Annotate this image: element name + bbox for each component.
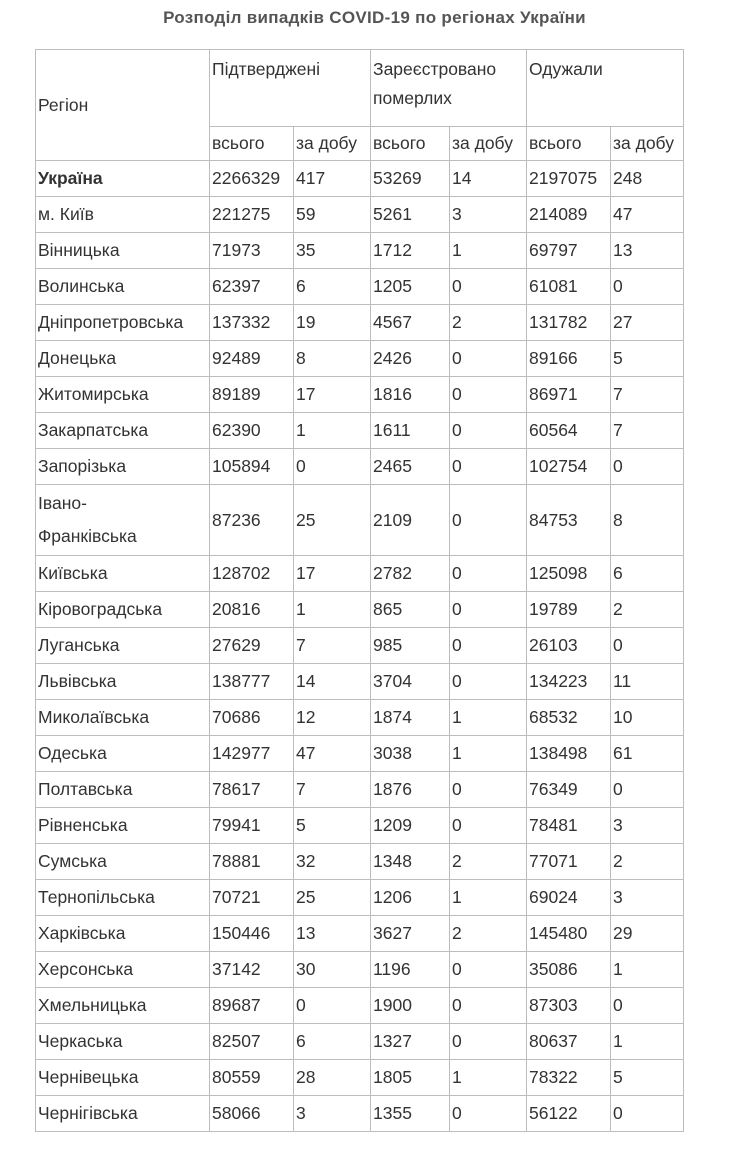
value-cell: 0 (450, 269, 527, 305)
value-cell: 7 (611, 377, 684, 413)
value-cell: 5261 (371, 197, 450, 233)
value-cell: 2197075 (527, 161, 611, 197)
value-cell: 0 (450, 1024, 527, 1060)
value-cell: 1205 (371, 269, 450, 305)
value-cell: 1 (294, 413, 371, 449)
table-row (36, 485, 684, 556)
value-cell: 87303 (527, 988, 611, 1024)
value-cell: 2465 (371, 449, 450, 485)
value-cell: 29 (611, 916, 684, 952)
value-cell: 10 (611, 700, 684, 736)
table-row (36, 808, 684, 844)
value-cell: 71973 (210, 233, 294, 269)
region-name-cell: Полтавська (36, 772, 210, 808)
value-cell: 62390 (210, 413, 294, 449)
value-cell: 61081 (527, 269, 611, 305)
value-cell: 0 (450, 413, 527, 449)
value-cell: 8 (294, 341, 371, 377)
value-cell: 25 (294, 880, 371, 916)
region-name-cell: Херсонська (36, 952, 210, 988)
table-row (36, 736, 684, 772)
value-cell: 1 (450, 233, 527, 269)
value-cell: 0 (450, 628, 527, 664)
region-name-cell: Харківська (36, 916, 210, 952)
value-cell: 0 (450, 377, 527, 413)
value-cell: 2426 (371, 341, 450, 377)
region-name-cell: Сумська (36, 844, 210, 880)
value-cell: 3 (450, 197, 527, 233)
value-cell: 14 (450, 161, 527, 197)
value-cell: 70686 (210, 700, 294, 736)
region-name-cell: Луганська (36, 628, 210, 664)
value-cell: 69024 (527, 880, 611, 916)
table-row (36, 269, 684, 305)
value-cell: 2109 (371, 485, 450, 556)
value-cell: 150446 (210, 916, 294, 952)
value-cell: 7 (611, 413, 684, 449)
value-cell: 12 (294, 700, 371, 736)
subheader-daily: за добу (294, 127, 371, 161)
value-cell: 2782 (371, 556, 450, 592)
region-name-cell: Україна (36, 161, 210, 197)
value-cell: 30 (294, 952, 371, 988)
table-row (36, 233, 684, 269)
table-row (36, 664, 684, 700)
value-cell: 17 (294, 556, 371, 592)
value-cell: 128702 (210, 556, 294, 592)
value-cell: 59 (294, 197, 371, 233)
region-name-cell: Житомирська (36, 377, 210, 413)
table-row (36, 772, 684, 808)
value-cell: 1348 (371, 844, 450, 880)
value-cell: 2 (611, 592, 684, 628)
value-cell: 0 (450, 592, 527, 628)
value-cell: 138498 (527, 736, 611, 772)
value-cell: 1355 (371, 1096, 450, 1132)
value-cell: 1 (611, 952, 684, 988)
value-cell: 3627 (371, 916, 450, 952)
value-cell: 0 (450, 952, 527, 988)
region-name-cell: Кіровоградська (36, 592, 210, 628)
table-row (36, 1060, 684, 1096)
value-cell: 26103 (527, 628, 611, 664)
value-cell: 0 (450, 808, 527, 844)
value-cell: 1327 (371, 1024, 450, 1060)
table-row (36, 556, 684, 592)
value-cell: 3 (294, 1096, 371, 1132)
table-row (36, 377, 684, 413)
value-cell: 105894 (210, 449, 294, 485)
value-cell: 2 (611, 844, 684, 880)
region-name-cell: Чернівецька (36, 1060, 210, 1096)
value-cell: 78881 (210, 844, 294, 880)
value-cell: 2 (450, 916, 527, 952)
value-cell: 214089 (527, 197, 611, 233)
value-cell: 1712 (371, 233, 450, 269)
value-cell: 89687 (210, 988, 294, 1024)
value-cell: 1 (611, 1024, 684, 1060)
value-cell: 61 (611, 736, 684, 772)
value-cell: 20816 (210, 592, 294, 628)
deaths-group-header: Зареєстровано померлих (371, 50, 527, 127)
value-cell: 0 (450, 1096, 527, 1132)
value-cell: 102754 (527, 449, 611, 485)
value-cell: 865 (371, 592, 450, 628)
value-cell: 89166 (527, 341, 611, 377)
value-cell: 0 (450, 556, 527, 592)
value-cell: 142977 (210, 736, 294, 772)
value-cell: 80559 (210, 1060, 294, 1096)
value-cell: 417 (294, 161, 371, 197)
value-cell: 56122 (527, 1096, 611, 1132)
value-cell: 78322 (527, 1060, 611, 1096)
value-cell: 17 (294, 377, 371, 413)
value-cell: 86971 (527, 377, 611, 413)
region-name-cell: Закарпатська (36, 413, 210, 449)
value-cell: 35 (294, 233, 371, 269)
value-cell: 1206 (371, 880, 450, 916)
value-cell: 70721 (210, 880, 294, 916)
value-cell: 0 (294, 988, 371, 1024)
table-row (36, 628, 684, 664)
value-cell: 78481 (527, 808, 611, 844)
value-cell: 53269 (371, 161, 450, 197)
value-cell: 131782 (527, 305, 611, 341)
covid-regions-table (35, 49, 684, 1132)
region-name-cell: Волинська (36, 269, 210, 305)
value-cell: 79941 (210, 808, 294, 844)
value-cell: 1 (294, 592, 371, 628)
value-cell: 47 (294, 736, 371, 772)
value-cell: 0 (450, 449, 527, 485)
region-column-header: Регіон (36, 50, 210, 161)
value-cell: 37142 (210, 952, 294, 988)
subheader-total: всього (210, 127, 294, 161)
value-cell: 92489 (210, 341, 294, 377)
value-cell: 35086 (527, 952, 611, 988)
value-cell: 1209 (371, 808, 450, 844)
region-name-cell: Рівненська (36, 808, 210, 844)
value-cell: 137332 (210, 305, 294, 341)
value-cell: 68532 (527, 700, 611, 736)
value-cell: 84753 (527, 485, 611, 556)
value-cell: 5 (611, 1060, 684, 1096)
value-cell: 60564 (527, 413, 611, 449)
value-cell: 0 (611, 269, 684, 305)
value-cell: 0 (611, 628, 684, 664)
value-cell: 985 (371, 628, 450, 664)
region-name-cell: Миколаївська (36, 700, 210, 736)
value-cell: 138777 (210, 664, 294, 700)
value-cell: 77071 (527, 844, 611, 880)
table-row (36, 952, 684, 988)
value-cell: 2266329 (210, 161, 294, 197)
value-cell: 25 (294, 485, 371, 556)
value-cell: 5 (294, 808, 371, 844)
value-cell: 0 (611, 988, 684, 1024)
value-cell: 4567 (371, 305, 450, 341)
value-cell: 6 (294, 269, 371, 305)
table-header-row (36, 50, 684, 127)
value-cell: 3 (611, 808, 684, 844)
table-row (36, 916, 684, 952)
region-name-cell: Львівська (36, 664, 210, 700)
page-title: Розподіл випадків COVID-19 по регіонах України (163, 8, 586, 27)
value-cell: 69797 (527, 233, 611, 269)
value-cell: 7 (294, 772, 371, 808)
value-cell: 82507 (210, 1024, 294, 1060)
value-cell: 0 (450, 664, 527, 700)
table-row (36, 880, 684, 916)
value-cell: 1874 (371, 700, 450, 736)
value-cell: 27629 (210, 628, 294, 664)
value-cell: 6 (611, 556, 684, 592)
region-name-cell: Чернігівська (36, 1096, 210, 1132)
region-name-cell: Івано- Франківська (36, 485, 210, 556)
region-name-cell: Дніпропетровська (36, 305, 210, 341)
table-body (36, 161, 684, 1132)
table-row (36, 161, 684, 197)
table-row (36, 988, 684, 1024)
value-cell: 1876 (371, 772, 450, 808)
region-name-cell: Запорізька (36, 449, 210, 485)
value-cell: 1196 (371, 952, 450, 988)
value-cell: 125098 (527, 556, 611, 592)
subheader-daily: за добу (450, 127, 527, 161)
value-cell: 13 (611, 233, 684, 269)
region-name-cell: Одеська (36, 736, 210, 772)
value-cell: 1 (450, 880, 527, 916)
value-cell: 145480 (527, 916, 611, 952)
subheader-daily: за добу (611, 127, 684, 161)
value-cell: 1 (450, 1060, 527, 1096)
table-row (36, 449, 684, 485)
value-cell: 1816 (371, 377, 450, 413)
table-row (36, 341, 684, 377)
table-row (36, 844, 684, 880)
value-cell: 221275 (210, 197, 294, 233)
value-cell: 1 (450, 736, 527, 772)
value-cell: 0 (450, 988, 527, 1024)
value-cell: 58066 (210, 1096, 294, 1132)
region-name-cell: м. Київ (36, 197, 210, 233)
value-cell: 3 (611, 880, 684, 916)
value-cell: 1805 (371, 1060, 450, 1096)
value-cell: 3038 (371, 736, 450, 772)
table-row (36, 700, 684, 736)
value-cell: 134223 (527, 664, 611, 700)
value-cell: 78617 (210, 772, 294, 808)
value-cell: 1900 (371, 988, 450, 1024)
table-row (36, 1096, 684, 1132)
region-name-cell: Хмельницька (36, 988, 210, 1024)
value-cell: 13 (294, 916, 371, 952)
value-cell: 0 (450, 341, 527, 377)
region-name-cell: Черкаська (36, 1024, 210, 1060)
value-cell: 19 (294, 305, 371, 341)
value-cell: 0 (450, 772, 527, 808)
table-row (36, 592, 684, 628)
value-cell: 11 (611, 664, 684, 700)
value-cell: 5 (611, 341, 684, 377)
value-cell: 2 (450, 844, 527, 880)
recovered-group-header: Одужали (527, 50, 684, 127)
value-cell: 32 (294, 844, 371, 880)
value-cell: 27 (611, 305, 684, 341)
table-row (36, 413, 684, 449)
subheader-total: всього (527, 127, 611, 161)
value-cell: 0 (611, 772, 684, 808)
value-cell: 7 (294, 628, 371, 664)
value-cell: 8 (611, 485, 684, 556)
table-row (36, 305, 684, 341)
value-cell: 47 (611, 197, 684, 233)
value-cell: 0 (611, 449, 684, 485)
table-row (36, 197, 684, 233)
value-cell: 3704 (371, 664, 450, 700)
value-cell: 248 (611, 161, 684, 197)
region-name-cell: Тернопільська (36, 880, 210, 916)
region-name-cell: Донецька (36, 341, 210, 377)
confirmed-group-header: Підтверджені (210, 50, 371, 127)
value-cell: 89189 (210, 377, 294, 413)
value-cell: 14 (294, 664, 371, 700)
region-name-cell: Вінницька (36, 233, 210, 269)
region-name-cell: Київська (36, 556, 210, 592)
value-cell: 62397 (210, 269, 294, 305)
value-cell: 6 (294, 1024, 371, 1060)
value-cell: 80637 (527, 1024, 611, 1060)
value-cell: 19789 (527, 592, 611, 628)
value-cell: 0 (294, 449, 371, 485)
table-row (36, 1024, 684, 1060)
subheader-total: всього (371, 127, 450, 161)
value-cell: 2 (450, 305, 527, 341)
value-cell: 87236 (210, 485, 294, 556)
value-cell: 0 (450, 485, 527, 556)
value-cell: 76349 (527, 772, 611, 808)
value-cell: 1611 (371, 413, 450, 449)
value-cell: 0 (611, 1096, 684, 1132)
value-cell: 28 (294, 1060, 371, 1096)
value-cell: 1 (450, 700, 527, 736)
